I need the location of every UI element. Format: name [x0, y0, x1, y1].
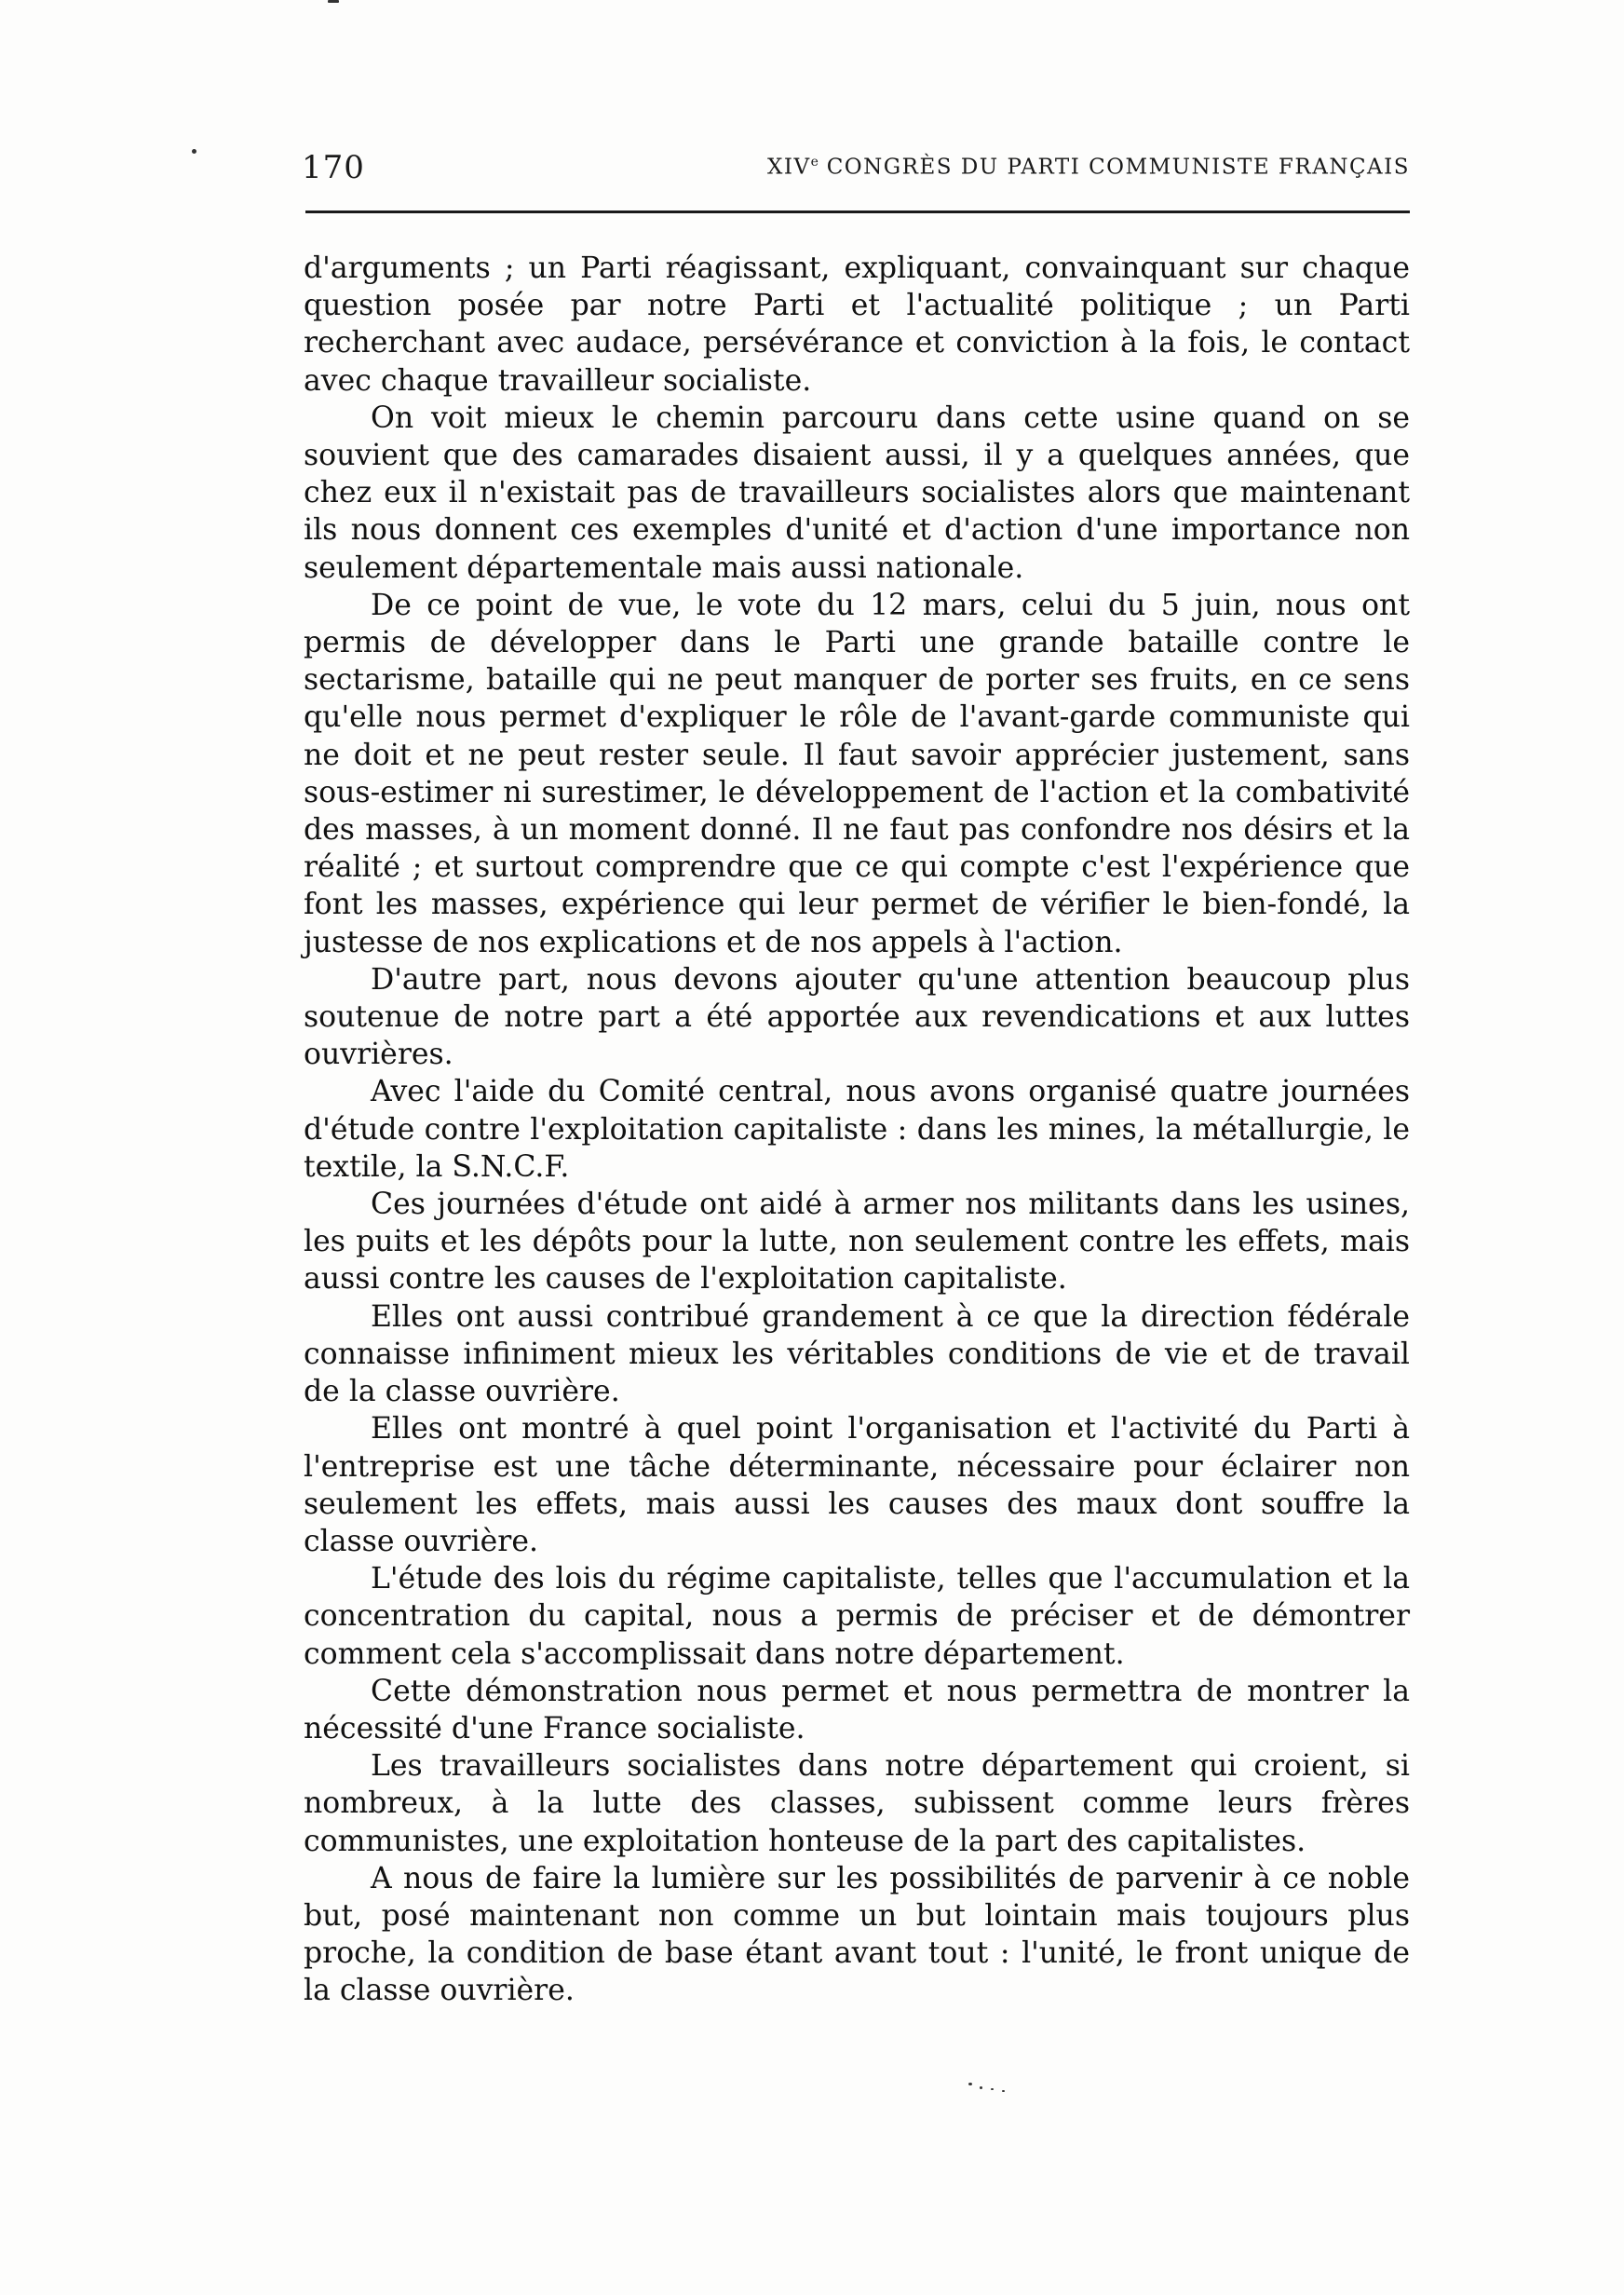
scan-speck — [192, 149, 196, 154]
running-head-title: CONGRÈS DU PARTI COMMUNISTE FRANÇAIS — [818, 155, 1410, 180]
scan-speck — [1002, 2090, 1005, 2092]
body-text — [304, 250, 1410, 2010]
running-head-superscript: e — [810, 155, 819, 170]
paragraph: Ces journées d'étude ont aidé à armer nos militants dans les usines, les puits et les dépôts pour la lutte, non seulement contre les effets, mais aussi contre les causes de l'exploitation capitaliste. — [304, 1188, 1410, 1297]
scan-speck — [991, 2088, 994, 2090]
paragraph: On voit mieux le chemin parcouru dans cette usine quand on se souvient que des camarades disaient aussi, il y a quelques années, que chez eux il n'existait pas de travailleurs socialistes alors que maintenant ils nous donnent ces exemples d'unité et d'action d'une importance non seulement départementale mais aussi nationale. — [304, 401, 1410, 585]
page-header — [302, 149, 1410, 190]
running-head — [767, 155, 1410, 180]
running-head-prefix: XIV — [767, 155, 811, 180]
scan-speck — [968, 2083, 972, 2085]
paragraph: d'arguments ; un Parti réagissant, expliquant, convainquant sur chaque question posée par notre Parti et l'actualité politique ; un Parti recherchant avec audace, persévérance et conviction à la fois, le contact avec chaque travailleur socialiste. — [304, 251, 1410, 398]
scan-speck — [328, 0, 339, 3]
paragraph: A nous de faire la lumière sur les possibilités de parvenir à ce noble but, posé maintenant non comme un but lointain mais toujours plus proche, la condition de base étant avant tout : l'unité, le front unique de la classe ouvrière. — [304, 1861, 1410, 2008]
paragraph: Avec l'aide du Comité central, nous avons organisé quatre journées d'étude contre l'exploitation capitaliste : dans les mines, la métallurgie, le textile, la S.N.C.F. — [304, 1075, 1410, 1184]
paragraph: De ce point de vue, le vote du 12 mars, celui du 5 juin, nous ont permis de développer dans le Parti une grande bataille contre le sectarisme, bataille qui ne peut manquer de porter ses fruits, en ce sens qu'elle nous permet d'expliquer le rôle de l'avant-garde communiste qui ne doit et ne peut rester seule. Il faut savoir apprécier justement, sans sous-estimer ni surestimer, le développement de l'action et la combativité des masses, à un moment donné. Il ne faut pas confondre nos désirs et la réalité ; et surtout comprendre que ce qui compte c'est l'expérience que font les masses, expérience qui leur permet de vérifier le bien-fondé, la justesse de nos explications et de nos appels à l'action. — [304, 588, 1410, 959]
paragraph: L'étude des lois du régime capitaliste, telles que l'accumulation et la concentration du capital, nous a permis de préciser et de démontrer comment cela s'accomplissait dans notre département. — [304, 1562, 1410, 1671]
paragraph: Elles ont aussi contribué grandement à ce que la direction fédérale connaisse infiniment mieux les véritables conditions de vie et de travail de la classe ouvrière. — [304, 1299, 1410, 1409]
paragraph: Cette démonstration nous permet et nous permettra de montrer la nécessité d'une France socialiste. — [304, 1674, 1410, 1745]
header-rule — [305, 210, 1410, 213]
paragraph: Elles ont montré à quel point l'organisation et l'activité du Parti à l'entreprise est une tâche déterminante, nécessaire pour éclairer non seulement les effets, mais aussi les causes des maux dont souffre la classe ouvrière. — [304, 1412, 1410, 1558]
paragraph: Les travailleurs socialistes dans notre département qui croient, si nombreux, à la lutte des classes, subissent comme leurs frères communistes, une exploitation honteuse de la part des capitalistes. — [304, 1749, 1410, 1858]
scan-speck — [980, 2086, 982, 2089]
paragraph: D'autre part, nous devons ajouter qu'une attention beaucoup plus soutenue de notre part a été apportée aux revendications et aux luttes ouvrières. — [304, 962, 1410, 1072]
page-number: 170 — [302, 149, 365, 186]
